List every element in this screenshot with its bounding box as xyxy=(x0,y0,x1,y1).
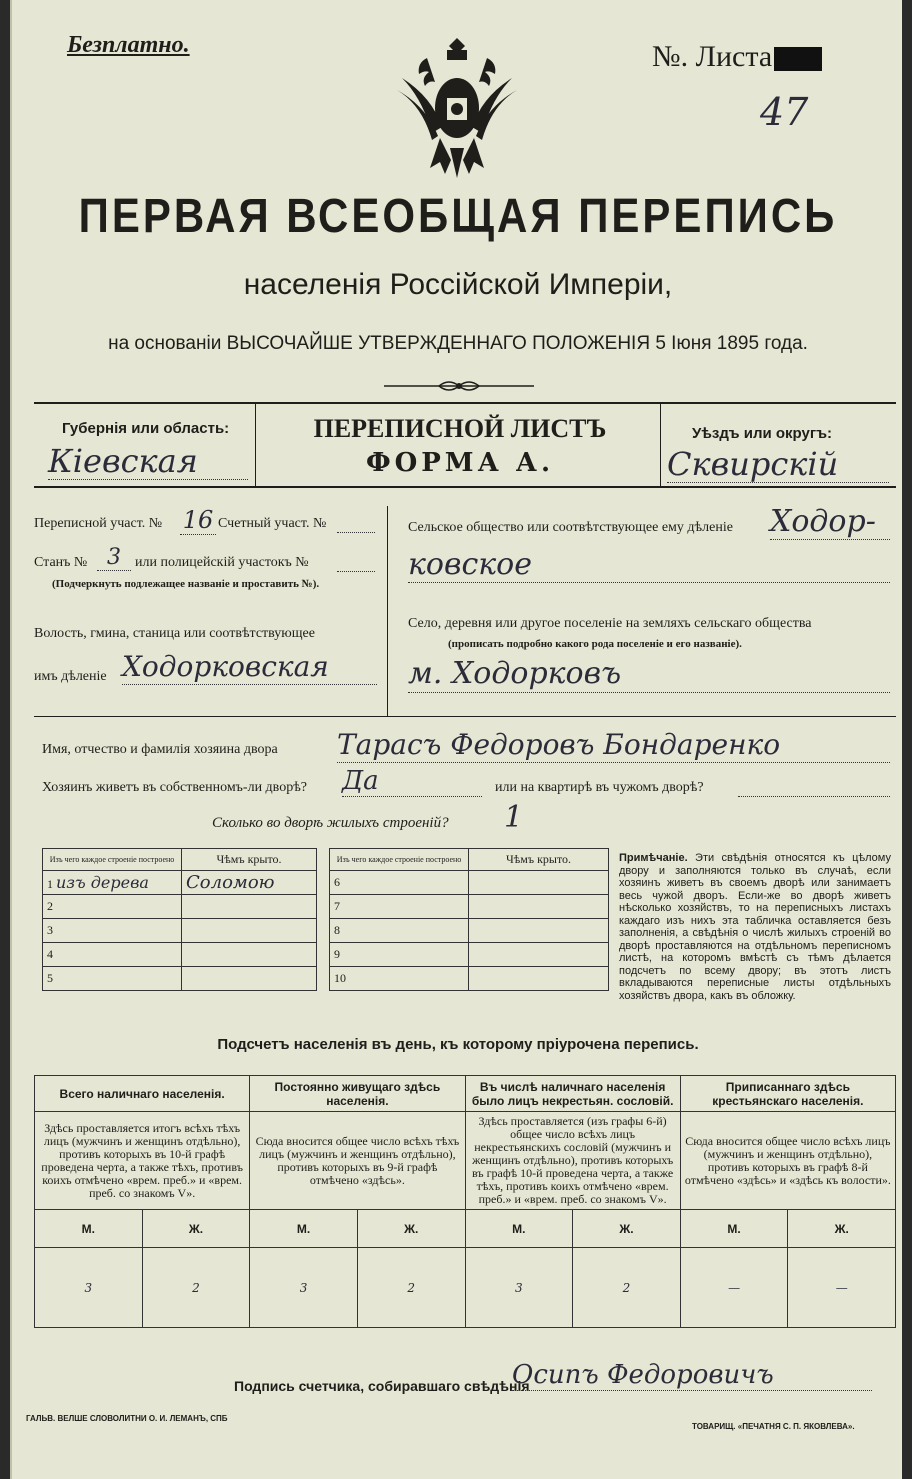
group-1-female: 2 xyxy=(142,1248,250,1328)
row-number: 7 xyxy=(330,895,469,919)
volost-value: Ходорковская xyxy=(122,650,377,685)
sheet-number-text: №. Листа xyxy=(652,40,773,73)
sheet-number-value: 47 xyxy=(760,90,809,134)
ornament-divider xyxy=(384,378,534,399)
row-number: 3 xyxy=(43,919,182,943)
village-note: (прописать подробно какого рода поселеніе и его названіе). xyxy=(448,638,742,650)
row-number: 10 xyxy=(330,967,469,991)
female-header: Ж. xyxy=(142,1210,250,1248)
buildings-table-right xyxy=(329,848,609,991)
printer-left: ГАЛЬВ. ВЕЛШЕ СЛОВОЛИТНИ О. И. ЛЕМАНЪ, СПБ xyxy=(26,1414,228,1423)
female-header: Ж. xyxy=(357,1210,465,1248)
table-row xyxy=(330,967,609,991)
police-value xyxy=(337,557,375,572)
table-row xyxy=(43,919,317,943)
group-2-female: 2 xyxy=(357,1248,465,1328)
roof-value: Соломою xyxy=(182,871,317,895)
row-number: 1 xyxy=(47,877,53,891)
sheet-number-label xyxy=(652,40,822,74)
census-sheet xyxy=(10,0,902,1479)
group-3-female: 2 xyxy=(573,1248,681,1328)
col-material-header: Изъ чего каждое строеніе построено xyxy=(43,849,182,871)
population-table xyxy=(34,1075,896,1328)
redaction-mark xyxy=(774,47,822,71)
group-2-header: Постоянно живущаго здѣсь населенія. xyxy=(250,1076,465,1112)
legal-basis: на основаніи ВЫСОЧАЙШЕ УТВЕРЖДЕННАГО ПОЛОЖЕНІЯ 5 Іюня 1895 года. xyxy=(108,333,808,354)
roof-value xyxy=(182,967,317,991)
document-title: ПЕРВАЯ ВСЕОБЩАЯ ПЕРЕПИСЬ xyxy=(78,188,838,243)
row-number: 6 xyxy=(330,871,469,895)
own-yard-value: Да xyxy=(342,766,482,797)
district-value: Сквирскій xyxy=(667,446,889,483)
buildings-label: Сколько во дворѣ жилыхъ строеній? xyxy=(212,815,449,831)
own-yard-label: Хозяинъ живетъ въ собственномъ-ли дворѣ? xyxy=(42,780,308,795)
signature-label: Подпись счетчика, собиравшаго свѣдѣнія xyxy=(234,1378,530,1394)
group-3-header: Въ числѣ наличнаго населенія было лицъ некрестьян. сословій. xyxy=(465,1076,680,1112)
group-4-desc: Сюда вносится общее число всѣхъ лицъ (мужчинъ и женщинъ отдѣльно), противъ которыхъ въ графѣ 8-й отмѣчено «здѣсь» и «здѣсь къ волости». xyxy=(680,1112,895,1210)
table-row xyxy=(330,871,609,895)
province-label: Губернія или область: xyxy=(62,420,230,437)
table-row xyxy=(43,943,317,967)
stan-label: Станъ № xyxy=(34,555,88,570)
census-section-label: Переписной участ. № xyxy=(34,516,163,531)
society-label: Сельское общество или соотвѣтствующее ему дѣленіе xyxy=(408,520,733,535)
row-number: 4 xyxy=(43,943,182,967)
male-header: М. xyxy=(250,1210,358,1248)
row-number: 5 xyxy=(43,967,182,991)
note-text: Эти свѣдѣнія относятся къ цѣлому двору и заполняются только въ случаѣ, если хозяинъ живетъ въ своемъ дворѣ или занимаетъ весь чужой дворъ. Если-же во дворѣ живетъ нѣсколько хозяйствъ, то на переписныхъ листахъ каждаго изъ нихъ эта табличка оставляется безъ заполненія, а свѣдѣнія о числѣ жилыхъ строеній во дворѣ проставляются на отдѣльномъ переписномъ листѣ, на которомъ вмѣстѣ съ тѣмъ дѣлается подсчетъ по всему двору; въ этотъ листъ вкладываются переписные листы отдѣльныхъ хозяйствъ двора, какъ въ обложку. xyxy=(619,852,891,1002)
material-value: изъ дерева xyxy=(56,873,149,892)
owner-name-value: Тарасъ Федоровъ Бондаренко xyxy=(337,728,890,763)
male-header: М. xyxy=(680,1210,788,1248)
male-header: М. xyxy=(35,1210,143,1248)
village-label: Село, деревня или другое поселеніе на земляхъ сельскаго общества xyxy=(408,616,812,631)
rule xyxy=(34,402,896,404)
roof-value xyxy=(182,919,317,943)
table-row xyxy=(43,871,317,895)
volost-label: Волость, гмина, станица или соотвѣтствующее xyxy=(34,626,315,641)
row-number: 9 xyxy=(330,943,469,967)
count-section-label: Счетный участ. № xyxy=(218,516,327,531)
police-label: или полицейскій участокъ № xyxy=(135,555,309,570)
village-value: м. Ходорковъ xyxy=(408,656,890,693)
table-row xyxy=(330,895,609,919)
group-1-desc: Здѣсь проставляется итогъ всѣхъ тѣхъ лицъ (мужчинъ и женщинъ отдѣльно), противъ которыхъ въ 10-й графѣ проведена черта, а также тѣхъ, противъ коихъ отмѣчено «врем. преб.» и «врем. преб. со знакомъ V». xyxy=(35,1112,250,1210)
roof-value xyxy=(182,943,317,967)
row-number: 2 xyxy=(43,895,182,919)
rule xyxy=(34,716,896,717)
group-4-male: — xyxy=(680,1248,788,1328)
rule xyxy=(34,486,896,488)
buildings-note xyxy=(619,852,891,1002)
group-2-male: 3 xyxy=(250,1248,358,1328)
society-value-1: Ходор- xyxy=(770,505,890,540)
underline-note: (Подчеркнуть подлежащее названіе и проставить №). xyxy=(52,578,320,590)
male-header: М. xyxy=(465,1210,573,1248)
rented-label: или на квартирѣ въ чужомъ дворѣ? xyxy=(495,780,704,795)
note-title: Примѣчаніе. xyxy=(619,852,688,864)
imperial-eagle-icon xyxy=(392,28,522,193)
volost-label-2: имъ дѣленіе xyxy=(34,669,107,684)
census-section-value: 16 xyxy=(180,506,216,535)
female-header: Ж. xyxy=(573,1210,681,1248)
province-value: Кіевская xyxy=(48,443,248,480)
sheet-title: ПЕРЕПИСНОЙ ЛИСТЪ xyxy=(313,414,607,443)
rule xyxy=(255,402,256,486)
district-label: Уѣздъ или округъ: xyxy=(692,425,833,442)
rule xyxy=(660,402,661,486)
group-1-male: 3 xyxy=(35,1248,143,1328)
group-4-female: — xyxy=(788,1248,896,1328)
row-number: 8 xyxy=(330,919,469,943)
female-header: Ж. xyxy=(788,1210,896,1248)
group-2-desc: Сюда вносится общее число всѣхъ тѣхъ лицъ (мужчинъ и женщинъ отдѣльно), противъ которыхъ въ 9-й графѣ отмѣчено «здѣсь». xyxy=(250,1112,465,1210)
free-label: Безплатно. xyxy=(67,32,190,58)
printer-right: ТОВАРИЩ. «ПЕЧАТНЯ С. П. ЯКОВЛЕВА». xyxy=(692,1422,855,1431)
rented-value xyxy=(738,782,890,797)
col-roof-header: Чѣмъ крыто. xyxy=(469,849,609,871)
form-name: ФОРМА А. xyxy=(365,448,555,478)
society-value-2: ковское xyxy=(408,548,890,583)
count-section-value xyxy=(337,518,375,533)
signature-value: Осипъ Федоровичъ xyxy=(512,1360,872,1391)
group-1-header: Всего наличнаго населенія. xyxy=(35,1076,250,1112)
col-material-header: Изъ чего каждое строеніе построено xyxy=(330,849,469,871)
table-row xyxy=(43,895,317,919)
owner-name-label: Имя, отчество и фамилія хозяина двора xyxy=(42,742,278,757)
buildings-table-left xyxy=(42,848,317,991)
roof-value xyxy=(182,895,317,919)
stan-value: 3 xyxy=(97,545,131,571)
group-3-desc: Здѣсь проставляется (изъ графы 6-й) общее число всѣхъ лицъ некрестьянскихъ сословій (мужчинъ и женщинъ отдѣльно), противъ которыхъ въ графѣ 10-й проведена черта, а также тѣхъ, противъ коихъ отмѣчено «врем. преб.» и «врем. преб. со знакомъ V». xyxy=(465,1112,680,1210)
col-roof-header: Чѣмъ крыто. xyxy=(182,849,317,871)
rule xyxy=(387,506,388,716)
document-subtitle: населенія Россійской Имперіи, xyxy=(243,268,673,301)
population-title: Подсчетъ населенія въ день, къ которому пріурочена перепись. xyxy=(217,1036,699,1053)
table-row xyxy=(43,967,317,991)
table-row xyxy=(330,919,609,943)
group-3-male: 3 xyxy=(465,1248,573,1328)
buildings-value: 1 xyxy=(504,800,524,835)
group-4-header: Приписаннаго здѣсь крестьянскаго населенія. xyxy=(680,1076,895,1112)
table-row xyxy=(330,943,609,967)
